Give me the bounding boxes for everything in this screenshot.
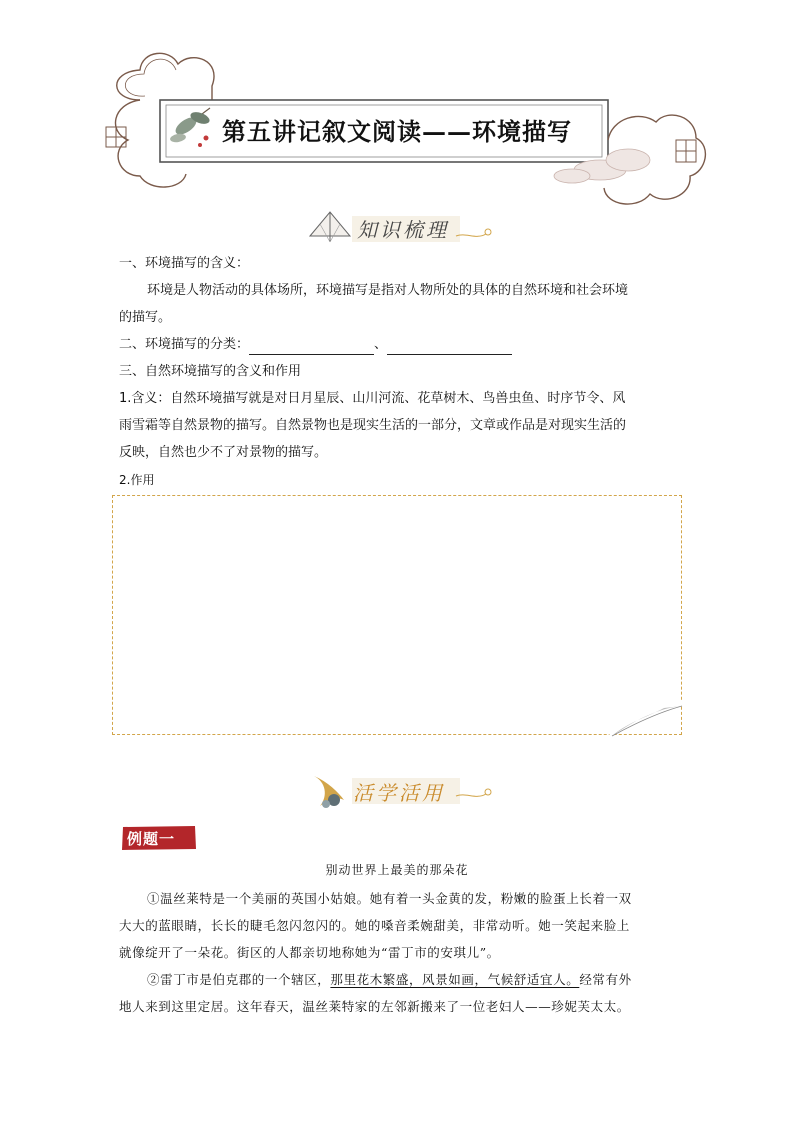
page-curl-icon — [604, 700, 684, 740]
section-practice-title: 活学活用 — [353, 781, 445, 805]
story-p1-line-1: ①温丝莱特是一个美丽的英国小姑娘。她有着一头金黄的发，粉嫩的脸蛋上长着一双 — [147, 891, 632, 906]
paragraph-1-line-1: 环境是人物活动的具体场所，环境描写是指对人物所处的具体的自然环境和社会环境 — [147, 283, 629, 298]
story-p2-text-a: ②雷丁市是伯克郡的一个辖区， — [147, 972, 331, 987]
heading-1: 一、环境描写的含义： — [119, 256, 250, 271]
heading-2-label: 二、环境描写的分类： — [119, 337, 250, 352]
blank-field-1[interactable] — [249, 340, 374, 355]
story-p2-line-1 — [147, 966, 687, 993]
paragraph-3-line-1: 1.含义：自然环境描写就是对日月星辰、山川河流、花草树木、鸟兽虫鱼、时序节令、风 — [119, 391, 626, 406]
heading-2 — [119, 335, 512, 355]
example-badge-label: 例题一 — [127, 830, 176, 848]
answer-box[interactable] — [112, 495, 682, 735]
story-p1-line-2: 大大的蓝眼睛，长长的睫毛忽闪忽闪的。她的嗓音柔婉甜美，非常动听。她一笑起来脸上 — [119, 918, 630, 933]
story-p2-underlined: 那里花木繁盛，风景如画，气候舒适宜人。 — [330, 972, 580, 987]
page-title: 第五讲记叙文阅读——环境描写 — [222, 117, 572, 146]
story-p2-text-b: 经常有外 — [579, 972, 632, 987]
blank-field-2[interactable] — [387, 340, 512, 355]
heading-4: 2.作用 — [119, 473, 155, 487]
section-knowledge-title: 知识梳理 — [357, 218, 449, 242]
story-title: 别动世界上最美的那朵花 — [325, 863, 469, 877]
paragraph-3-line-3: 反映，自然也少不了对景物的描写。 — [119, 445, 328, 460]
story-p1-line-3: 就像绽开了一朵花。街区的人都亲切地称她为“雷丁市的安琪儿”。 — [119, 945, 500, 960]
blank-separator: 、 — [374, 337, 388, 352]
paragraph-1-line-2: 的描写。 — [119, 310, 172, 325]
paragraph-3-line-2: 雨雪霜等自然景物的描写。自然景物也是现实生活的一部分，文章或作品是对现实生活的 — [119, 418, 627, 433]
story-p2-line-2: 地人来到这里定居。这年春天，温丝莱特家的左邻新搬来了一位老妇人——珍妮芙太太。 — [119, 999, 630, 1014]
heading-3: 三、自然环境描写的含义和作用 — [119, 364, 302, 379]
